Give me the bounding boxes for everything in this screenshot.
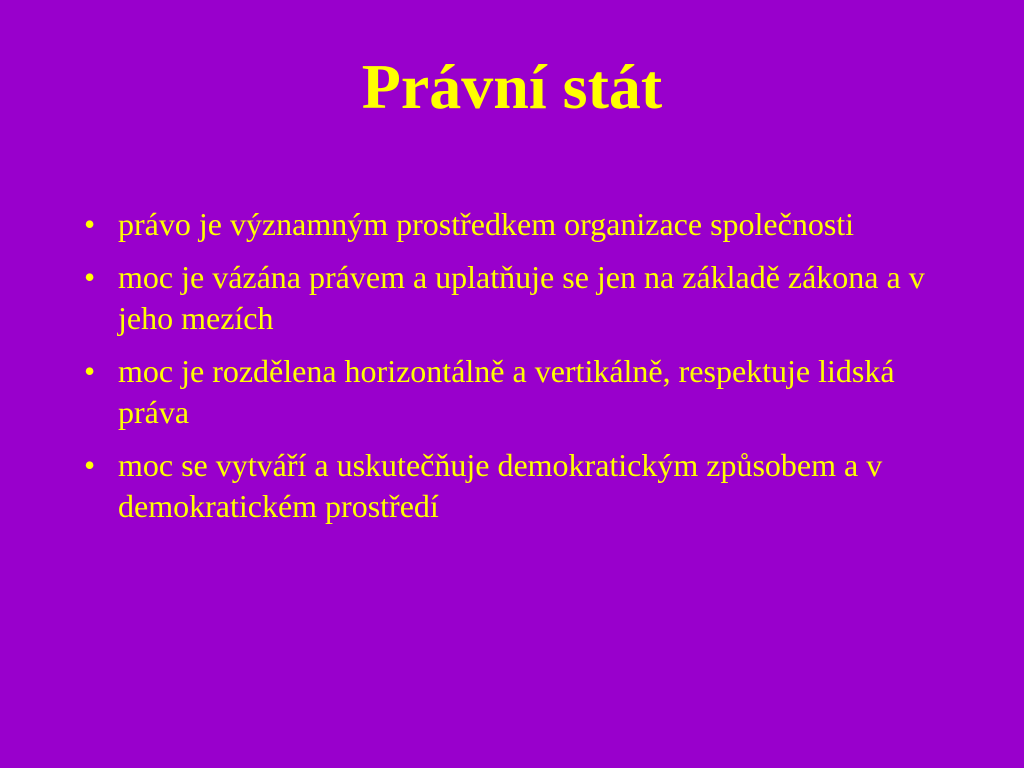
bullet-icon: • <box>84 353 96 389</box>
bullet-icon: • <box>84 447 96 483</box>
bullet-icon: • <box>84 259 96 295</box>
bullet-text: moc je vázána právem a uplatňuje se jen na základě zákona a v jeho mezích <box>118 259 925 336</box>
bullet-item <box>80 445 960 527</box>
bullet-item <box>80 351 960 433</box>
bullet-icon: • <box>84 206 96 242</box>
bullet-item <box>80 257 960 339</box>
bullet-text: moc se vytváří a uskutečňuje demokratickým způsobem a v demokratickém prostředí <box>118 447 883 524</box>
bullet-text: právo je významným prostředkem organizace společnosti <box>118 206 855 242</box>
slide-title: Právní stát <box>361 51 663 122</box>
bullet-list <box>80 204 960 539</box>
bullet-text: moc je rozdělena horizontálně a vertikálně, respektuje lidská práva <box>118 353 895 430</box>
bullet-item <box>80 204 960 245</box>
